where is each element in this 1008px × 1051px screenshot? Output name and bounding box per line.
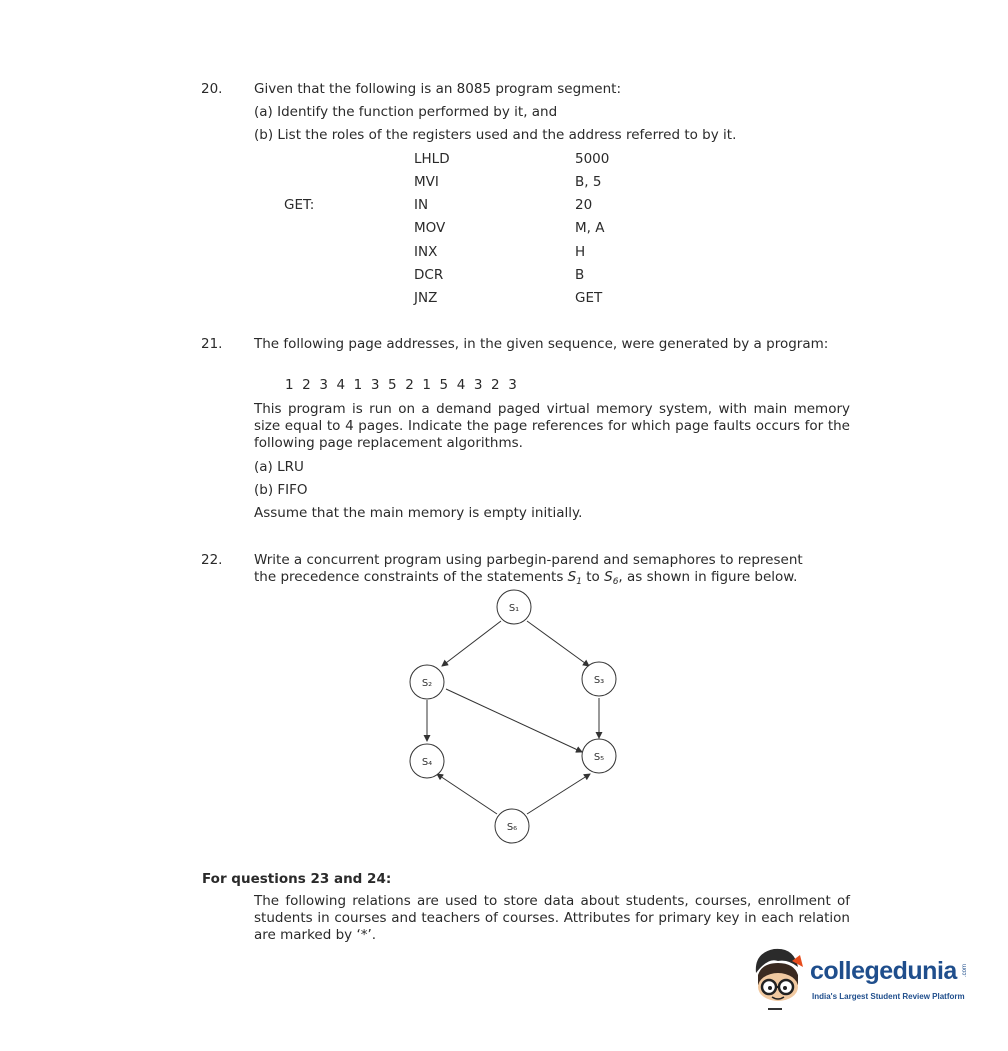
q21-assume: Assume that the main memory is empty initially. [254, 505, 583, 521]
program-op: JNZ [414, 290, 438, 306]
q21-intro: The following page addresses, in the given sequence, were generated by a program: [254, 336, 829, 352]
q20-intro: Given that the following is an 8085 program segment: [254, 81, 622, 97]
q22-number: 22. [201, 552, 223, 568]
program-arg: B [575, 267, 585, 283]
q21-part-a: (a) LRU [254, 459, 304, 475]
q20-label-get: GET: [284, 197, 315, 213]
q21-part-b: (b) FIFO [254, 482, 308, 498]
q23-24-heading: For questions 23 and 24: [202, 871, 392, 887]
brand-name: collegedunia [810, 957, 957, 985]
q22-text-line1: Write a concurrent program using parbegin-parend and semaphores to represent [254, 552, 803, 568]
edge-s6-s4 [437, 774, 497, 814]
program-op: MOV [414, 220, 446, 236]
edge-s1-s3 [527, 621, 589, 666]
node-label: S₁ [508, 603, 520, 614]
node-label: S₆ [506, 822, 518, 833]
edge-s2-s5 [446, 689, 582, 752]
program-arg: GET [575, 290, 603, 306]
node-label: S₃ [593, 675, 605, 686]
q20-number: 20. [201, 81, 223, 97]
mascot-icon [748, 945, 808, 1011]
q20-part-b: (b) List the roles of the registers used and the address referred to by it. [254, 127, 737, 143]
program-op: MVI [414, 174, 439, 190]
node-label: S₂ [421, 678, 433, 689]
node-label: S₅ [593, 752, 605, 763]
edge-s1-s2 [442, 621, 501, 666]
node-label: S₄ [421, 757, 433, 768]
q21-number: 21. [201, 336, 223, 352]
q21-sequence: 1 2 3 4 1 3 5 2 1 5 4 3 2 3 [285, 377, 517, 393]
q23-24-text: The following relations are used to store data about students, courses, enrollment of students in courses and teachers of courses. Attributes for primary key in each relation are marked by ‘*’. [254, 893, 850, 943]
q22-text-line2-a: the precedence constraints of the statements [254, 569, 568, 585]
program-arg: 5000 [575, 151, 610, 167]
brand-suffix: .com [962, 963, 968, 977]
program-op: DCR [414, 267, 444, 283]
q22-to: to [581, 569, 605, 585]
collegedunia-logo [748, 945, 978, 1015]
brand-tagline: India's Largest Student Review Platform [812, 992, 965, 1001]
program-arg: M, A [575, 220, 605, 236]
s-end: $S_6$ [604, 569, 619, 587]
program-arg: B, 5 [575, 174, 602, 190]
program-arg: 20 [575, 197, 593, 213]
edge-s6-s5 [527, 774, 590, 814]
s-start: $S_1$ [567, 569, 582, 587]
program-op: LHLD [414, 151, 450, 167]
program-op: IN [414, 197, 429, 213]
q22-text-line2-b: , as shown in figure below. [618, 569, 798, 585]
program-op: INX [414, 244, 438, 260]
program-arg: H [575, 244, 586, 260]
q20-part-a: (a) Identify the function performed by it, and [254, 104, 558, 120]
q21-text: This program is run on a demand paged virtual memory system, with main memory size equal to 4 pages. Indicate the page references for which page faults occurs for the following page replacement algorithms. [254, 401, 850, 451]
